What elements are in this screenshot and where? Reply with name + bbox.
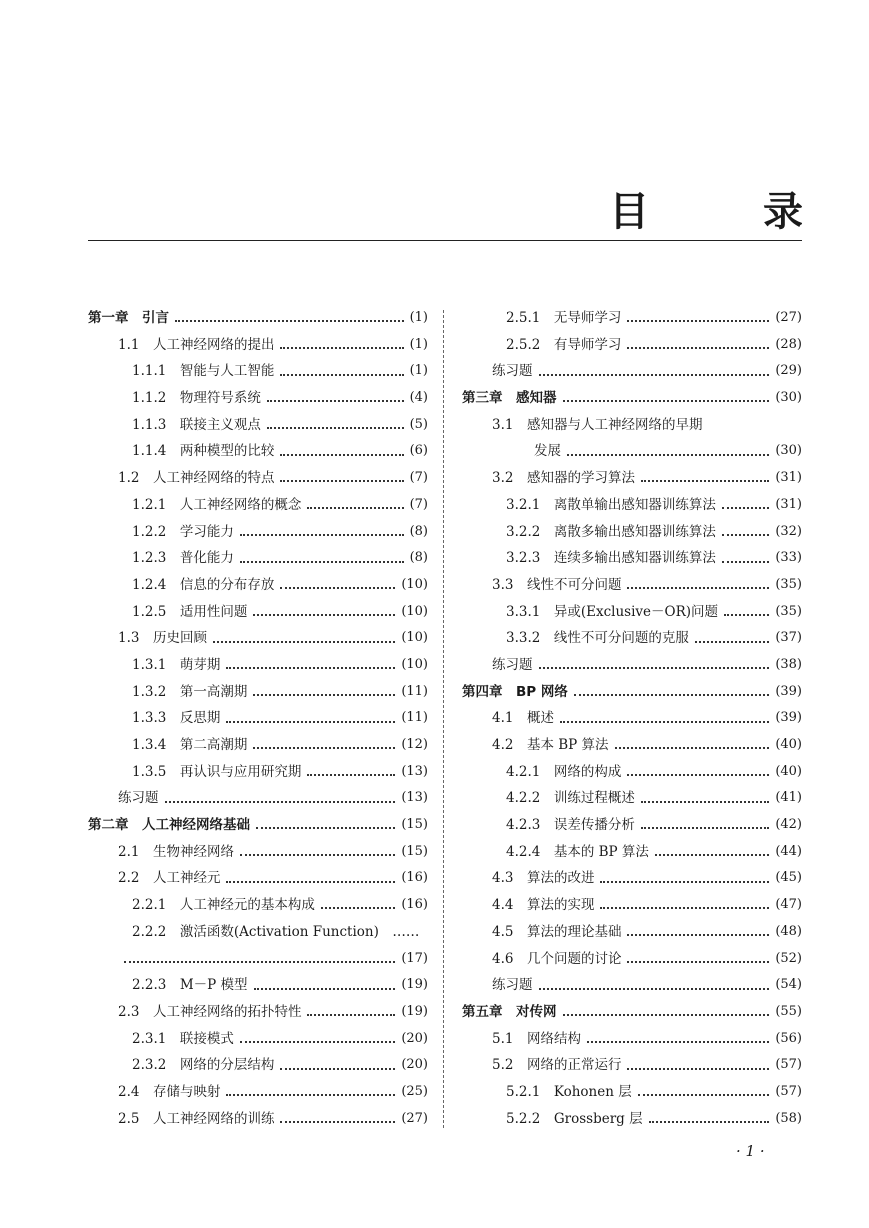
toc-entry [462, 1079, 802, 1106]
toc-entry-label: 2.5.1 无导师学习 [506, 310, 622, 326]
toc-entry [88, 385, 428, 412]
toc-entry-label: 2.2.2 激活函数(Activation Function) …… [132, 923, 420, 940]
toc-entry [462, 385, 802, 412]
toc-entry [462, 1106, 802, 1133]
dot-leader [226, 667, 395, 669]
toc-entry-page: (19) [401, 977, 428, 993]
dot-leader [615, 747, 770, 749]
toc-entry [88, 1026, 428, 1053]
dot-leader [226, 881, 395, 883]
dot-leader [724, 614, 769, 616]
toc-entry-page: (48) [775, 923, 802, 939]
toc-entry-page: (28) [775, 336, 802, 352]
dot-leader [574, 694, 769, 696]
toc-entry [462, 892, 802, 919]
toc-entry [462, 625, 802, 652]
toc-entry-label: 第一章 引言 [88, 310, 169, 326]
dot-leader [213, 641, 395, 643]
toc-right-column [462, 305, 802, 1132]
toc-entry-label: 4.4 算法的实现 [492, 897, 595, 914]
toc-entry-label: 2.3.1 联接模式 [132, 1030, 234, 1047]
toc-entry-page: (31) [775, 470, 802, 486]
toc-entry-label: 练习题 [492, 977, 533, 994]
toc-entry [88, 892, 428, 919]
toc-entry [462, 972, 802, 999]
dot-leader [256, 827, 395, 829]
toc-entry-page: (8) [409, 523, 428, 539]
toc-entry-page: (35) [775, 603, 802, 619]
toc-entry [462, 679, 802, 706]
dot-leader [307, 507, 403, 509]
dot-leader [267, 400, 404, 402]
toc-entry-page: (27) [775, 310, 802, 325]
toc-entry-label: 1.3.4 第二高潮期 [132, 737, 248, 753]
page-number: · 1 · [736, 1142, 765, 1160]
toc-entry-label: 2.5.2 有导师学习 [506, 336, 622, 353]
toc-entry [88, 732, 428, 759]
dot-leader [280, 374, 403, 376]
toc-entry-label: 4.2 基本 BP 算法 [492, 737, 609, 753]
toc-entry-page: (7) [409, 470, 428, 486]
toc-entry [462, 1052, 802, 1079]
toc-entry-page: (16) [401, 870, 428, 886]
toc-entry-page: (10) [401, 656, 428, 672]
toc-entry [88, 332, 428, 359]
toc-entry [462, 465, 802, 492]
toc-entry-page: (38) [775, 656, 802, 672]
dot-leader [226, 1094, 395, 1096]
toc-entry [88, 358, 428, 385]
toc-entry-page: (13) [401, 763, 428, 779]
toc-entry-label: 2.3.2 网络的分层结构 [132, 1057, 275, 1074]
toc-entry-page: (11) [401, 683, 428, 699]
toc-entry-label: 3.2.3 连续多输出感知器训练算法 [506, 550, 716, 567]
toc-entry-page: (15) [401, 843, 428, 859]
toc-entry [462, 412, 802, 439]
dot-leader [539, 988, 770, 990]
toc-entry-page: (1) [409, 336, 428, 352]
dot-leader [695, 641, 769, 643]
toc-entry [462, 732, 802, 759]
dot-leader [649, 1121, 770, 1123]
dot-leader [253, 747, 395, 749]
toc-entry-page: (37) [775, 630, 802, 646]
toc-entry-page: (4) [409, 390, 428, 406]
toc-entry-label: 4.2.1 网络的构成 [506, 763, 622, 780]
dot-leader [539, 667, 770, 669]
dot-leader [638, 1094, 770, 1096]
toc-entry-label: 1.3.2 第一高潮期 [132, 683, 248, 700]
dot-leader [307, 774, 395, 776]
toc-entry-page: (41) [775, 790, 802, 806]
dot-leader [267, 427, 404, 429]
toc-entry-label: 1.1.1 智能与人工智能 [132, 363, 275, 380]
toc-entry-label: 1.1 人工神经网络的提出 [118, 336, 275, 353]
dot-leader [175, 320, 404, 322]
toc-entry-page: (25) [401, 1083, 428, 1099]
toc-entry-label: 4.2.4 基本的 BP 算法 [506, 843, 649, 860]
toc-entry-label: 2.1 生物神经网络 [118, 843, 234, 860]
dot-leader [563, 1014, 770, 1016]
toc-entry [88, 785, 428, 812]
toc-entry-label: 3.2.2 离散多输出感知器训练算法 [506, 523, 716, 540]
toc-entry-label: 1.2.3 普化能力 [132, 550, 234, 567]
title-rule [88, 240, 802, 241]
toc-entry [462, 545, 802, 572]
toc-entry-label: 2.5 人工神经网络的训练 [118, 1110, 275, 1127]
toc-entry-page: (56) [775, 1030, 802, 1046]
toc-entry [88, 946, 428, 973]
toc-entry-page: (10) [401, 603, 428, 619]
toc-entry-label: 练习题 [118, 790, 159, 807]
toc-entry-label: 1.1.3 联接主义观点 [132, 416, 261, 433]
dot-leader [280, 1068, 395, 1070]
dot-leader [563, 400, 770, 402]
toc-entry-label: 4.6 几个问题的讨论 [492, 950, 622, 967]
toc-entry [462, 1026, 802, 1053]
toc-entry-label: 1.3.1 萌芽期 [132, 656, 221, 673]
dot-leader [627, 961, 769, 963]
dot-leader [567, 454, 769, 456]
dot-leader [254, 988, 396, 990]
toc-entry-page: (42) [775, 817, 802, 833]
toc-entry [462, 599, 802, 626]
toc-entry-label: 练习题 [492, 656, 533, 673]
toc-entry-page: (58) [775, 1110, 802, 1126]
dot-leader [627, 320, 769, 322]
toc-entry-page: (12) [401, 737, 428, 752]
toc-entry-page: (31) [775, 496, 802, 512]
toc-entry [88, 465, 428, 492]
toc-entry-page: (39) [775, 710, 802, 726]
toc-entry [462, 652, 802, 679]
toc-entry-page: (30) [775, 443, 802, 459]
toc-entry-label: 1.3.5 再认识与应用研究期 [132, 763, 302, 780]
toc-entry [88, 492, 428, 519]
toc-entry-page: (33) [775, 550, 802, 566]
toc-entry [88, 1079, 428, 1106]
toc-entry [462, 865, 802, 892]
toc-entry-page: (7) [409, 496, 428, 512]
toc-entry-label: 3.3 线性不可分问题 [492, 576, 622, 593]
toc-entry [88, 572, 428, 599]
toc-entry-label: 1.3 历史回顾 [118, 630, 207, 647]
toc-entry [462, 332, 802, 359]
toc-entry [462, 705, 802, 732]
dot-leader [560, 721, 769, 723]
toc-entry-label: 3.3.1 异或(Exclusive－OR)问题 [506, 603, 719, 620]
toc-entry [88, 305, 428, 332]
toc-entry [88, 519, 428, 546]
toc-entry-label: 5.2 网络的正常运行 [492, 1057, 622, 1074]
dot-leader [641, 480, 769, 482]
toc-entry [462, 438, 802, 465]
toc-entry [462, 919, 802, 946]
toc-entry [462, 785, 802, 812]
toc-entry-page: (1) [409, 363, 428, 379]
dot-leader [307, 1014, 395, 1016]
toc-entry-page: (6) [409, 443, 428, 459]
toc-entry-label: 4.5 算法的理论基础 [492, 923, 622, 940]
toc-entry-label: 5.1 网络结构 [492, 1030, 581, 1047]
dot-leader [627, 1068, 769, 1070]
toc-entry-label: 1.3.3 反思期 [132, 710, 221, 727]
toc-entry-page: (17) [401, 950, 428, 966]
toc-entry-page: (40) [775, 763, 802, 779]
toc-entry [462, 519, 802, 546]
toc-entry-page: (13) [401, 790, 428, 806]
toc-entry-label: 第四章 BP 网络 [462, 683, 568, 700]
toc-entry-label: 3.3.2 线性不可分问题的克服 [506, 630, 689, 647]
toc-entry-page: (20) [401, 1057, 428, 1073]
toc-entry-label: 练习题 [492, 363, 533, 380]
dot-leader [627, 934, 769, 936]
toc-entry-label: 2.2.3 M－P 模型 [132, 977, 248, 994]
toc-entry [462, 492, 802, 519]
toc-entry [88, 412, 428, 439]
dot-leader [722, 507, 769, 509]
toc-entry [88, 679, 428, 706]
dot-leader [280, 1121, 395, 1123]
toc-entry [88, 972, 428, 999]
toc-entry-label: 1.1.2 物理符号系统 [132, 390, 261, 407]
dot-leader [722, 561, 769, 563]
dot-leader [240, 561, 404, 563]
toc-entry-label: 2.2.1 人工神经元的基本构成 [132, 897, 315, 914]
dot-leader [641, 801, 769, 803]
dot-leader [600, 881, 769, 883]
toc-entry-page: (5) [409, 416, 428, 432]
toc-entry [88, 999, 428, 1026]
dot-leader [722, 534, 769, 536]
column-divider [443, 310, 444, 1128]
toc-entry-page: (8) [409, 550, 428, 566]
toc-entry-label: 1.2.5 适用性问题 [132, 603, 248, 620]
dot-leader [240, 1041, 395, 1043]
toc-entry-label: 1.1.4 两种模型的比较 [132, 443, 275, 460]
toc-entry-page: (27) [401, 1110, 428, 1126]
dot-leader [240, 534, 404, 536]
toc-entry-label: 1.2.1 人工神经网络的概念 [132, 496, 302, 513]
toc-entry-page: (32) [775, 523, 802, 539]
toc-entry [88, 438, 428, 465]
toc-entry-label: 5.2.1 Kohonen 层 [506, 1083, 632, 1100]
toc-entry-label: 第五章 对传网 [462, 1003, 557, 1020]
toc-entry [462, 572, 802, 599]
toc-entry-label: 1.2.4 信息的分布存放 [132, 576, 275, 593]
toc-entry-page: (15) [401, 817, 428, 833]
toc-entry [462, 946, 802, 973]
dot-leader [627, 774, 769, 776]
toc-entry [462, 305, 802, 332]
page-title: 目 录 [609, 189, 853, 235]
toc-entry [88, 812, 428, 839]
toc-entry-page: (57) [775, 1083, 802, 1099]
dot-leader [587, 1041, 769, 1043]
toc-left-column [88, 305, 428, 1132]
dot-leader [539, 374, 770, 376]
toc-entry-label: 4.1 概述 [492, 710, 554, 727]
toc-entry-label: 第二章 人工神经网络基础 [88, 817, 250, 834]
toc-entry [462, 812, 802, 839]
dot-leader [280, 347, 403, 349]
toc-entry-label: 3.2.1 离散单输出感知器训练算法 [506, 496, 716, 513]
toc-entry-label: 3.1 感知器与人工神经网络的早期 [492, 416, 703, 433]
dot-leader [226, 721, 395, 723]
dot-leader [124, 961, 395, 963]
toc-entry-label: 2.4 存储与映射 [118, 1083, 221, 1100]
toc-entry-page: (40) [775, 737, 802, 752]
dot-leader [321, 907, 395, 909]
toc-entry-label: 4.2.2 训练过程概述 [506, 790, 635, 807]
dot-leader [240, 854, 395, 856]
dot-leader [280, 480, 403, 482]
toc-entry-page: (45) [775, 870, 802, 886]
toc-entry-label: 发展 [534, 443, 561, 460]
dot-leader [280, 454, 403, 456]
toc-entry [88, 759, 428, 786]
toc-entry-label: 4.2.3 误差传播分析 [506, 817, 635, 834]
toc-entry-page: (16) [401, 897, 428, 913]
dot-leader [280, 587, 395, 589]
toc-entry-label: 2.2 人工神经元 [118, 870, 221, 887]
toc-entry [462, 358, 802, 385]
dot-leader [253, 694, 395, 696]
toc-entry [462, 759, 802, 786]
dot-leader [165, 801, 396, 803]
toc-entry-label: 5.2.2 Grossberg 层 [506, 1110, 643, 1127]
toc-entry-label: 4.3 算法的改进 [492, 870, 595, 887]
toc-entry-page: (30) [775, 390, 802, 406]
toc-entry-page: (10) [401, 576, 428, 592]
dot-leader [600, 907, 769, 909]
toc-entry-page: (39) [775, 683, 802, 699]
dot-leader [627, 347, 769, 349]
toc-entry-page: (57) [775, 1057, 802, 1073]
dot-leader [253, 614, 395, 616]
toc-entry-page: (47) [775, 897, 802, 913]
toc-entry-page: (11) [401, 710, 428, 726]
toc-entry [88, 839, 428, 866]
toc-entry [88, 919, 428, 946]
toc-entry [88, 545, 428, 572]
toc-entry-page: (10) [401, 630, 428, 646]
toc-entry-page: (35) [775, 576, 802, 592]
toc-entry-label: 1.2 人工神经网络的特点 [118, 470, 275, 487]
toc-entry-label: 3.2 感知器的学习算法 [492, 470, 635, 487]
toc-entry [462, 999, 802, 1026]
toc-entry-page: (44) [775, 843, 802, 859]
toc-entry-page: (52) [775, 950, 802, 966]
toc-entry [88, 705, 428, 732]
toc-entry-label: 第三章 感知器 [462, 390, 557, 407]
toc-entry [88, 865, 428, 892]
toc-entry [88, 625, 428, 652]
toc-entry-label: 1.2.2 学习能力 [132, 523, 234, 540]
dot-leader [641, 827, 769, 829]
toc-entry-label: 2.3 人工神经网络的拓扑特性 [118, 1003, 302, 1020]
dot-leader [655, 854, 769, 856]
toc-entry [88, 652, 428, 679]
toc-entry-page: (54) [775, 977, 802, 993]
toc-entry [88, 1052, 428, 1079]
toc-entry-page: (20) [401, 1030, 428, 1046]
toc-entry-page: (55) [775, 1003, 802, 1019]
toc-entry-page: (29) [775, 363, 802, 379]
toc-entry [462, 839, 802, 866]
dot-leader [627, 587, 769, 589]
toc-entry-page: (19) [401, 1003, 428, 1019]
toc-entry [88, 1106, 428, 1133]
toc-entry [88, 599, 428, 626]
toc-entry-page: (1) [409, 310, 428, 325]
